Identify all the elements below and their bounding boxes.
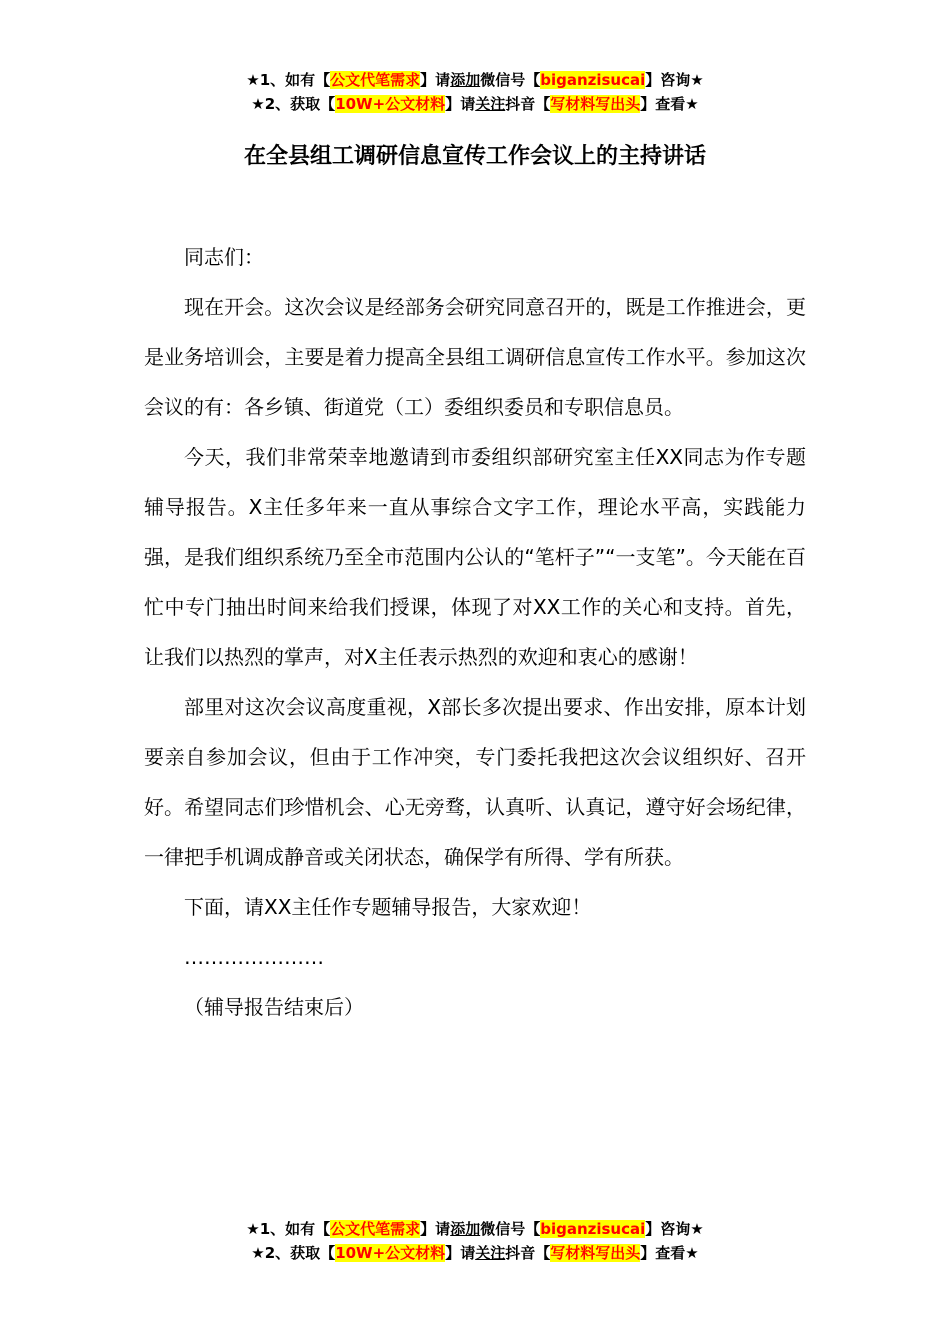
footer-banner	[0, 1217, 950, 1265]
footer-line-1-highlight-service: 公文代笔需求	[330, 1220, 421, 1238]
banner-line-2	[0, 92, 950, 116]
footer-line-1-prefix: ★1、如有【	[246, 1220, 331, 1238]
paragraph-speaker-intro: 今天，我们非常荣幸地邀请到市委组织部研究室主任XX同志为作专题辅导报告。X主任多年来一直从事综合文字工作，理论水平高，实践能力强，是我们组织系统乃至全市范围内公认的“笔杆子”“一支笔”。今天能在百忙中专门抽出时间来给我们授课，体现了对XX工作的关心和支持。首先，让我们以热烈的掌声，对X主任表示热烈的欢迎和衷心的感谢！	[144, 445, 806, 669]
header-banner	[0, 68, 950, 116]
banner-line-1-mid1: 】请	[420, 71, 451, 89]
footer-line-1	[0, 1217, 950, 1241]
footer-line-2-prefix: ★2、获取【	[251, 1244, 336, 1262]
banner-line-2-mid1: 】请	[445, 95, 476, 113]
paragraph-requirements: 部里对这次会议高度重视，X部长多次提出要求、作出安排，原本计划要亲自参加会议，但由于工作冲突，专门委托我把这次会议组织好、召开好。希望同志们珍惜机会、心无旁骛，认真听、认真记，遵守好会场纪律，一律把手机调成静音或关闭状态，确保学有所得、学有所获。	[144, 695, 806, 869]
footer-line-1-mid2: 微信号【	[480, 1220, 541, 1238]
paragraph-salutation: 同志们：	[184, 245, 264, 269]
footer-line-2-underline: 关注	[475, 1244, 506, 1262]
footer-line-2-mid1: 】请	[445, 1244, 476, 1262]
footer-line-1-suffix: 】咨询★	[645, 1220, 704, 1238]
banner-line-2-suffix: 】查看★	[640, 95, 699, 113]
banner-line-1-highlight-service: 公文代笔需求	[330, 71, 421, 89]
footer-line-2	[0, 1241, 950, 1265]
paragraph-opening: 现在开会。这次会议是经部务会研究同意召开的，既是工作推进会，更是业务培训会，主要是着力提高全县组工调研信息宣传工作水平。参加这次会议的有：各乡镇、街道党（工）委组织委员和专职信息员。	[144, 295, 806, 419]
paragraph-ellipsis: …………………	[184, 945, 324, 969]
footer-line-1-highlight-wechat-id: biganzisucai	[540, 1220, 646, 1238]
footer-line-2-highlight-douyin: 写材料写出头	[550, 1244, 641, 1262]
footer-line-2-suffix: 】查看★	[640, 1244, 699, 1262]
footer-line-1-mid1: 】请	[420, 1220, 451, 1238]
paragraph-welcome: 下面，请XX主任作专题辅导报告，大家欢迎！	[184, 895, 592, 919]
banner-line-1-mid2: 微信号【	[480, 71, 541, 89]
banner-line-2-underline: 关注	[475, 95, 506, 113]
document-title: 在全县组工调研信息宣传工作会议上的主持讲话	[243, 144, 706, 169]
banner-line-1-prefix: ★1、如有【	[246, 71, 331, 89]
banner-line-2-prefix: ★2、获取【	[251, 95, 336, 113]
banner-line-2-highlight-materials: 10W+公文材料	[335, 95, 446, 113]
banner-line-1	[0, 68, 950, 92]
document-body	[144, 232, 806, 1032]
footer-line-1-underline: 添加	[450, 1220, 481, 1238]
footer-line-2-mid2: 抖音【	[505, 1244, 551, 1262]
banner-line-1-suffix: 】咨询★	[645, 71, 704, 89]
banner-line-1-highlight-wechat-id: biganzisucai	[540, 71, 646, 89]
banner-line-2-highlight-douyin: 写材料写出头	[550, 95, 641, 113]
banner-line-1-underline: 添加	[450, 71, 481, 89]
paragraph-after-report: （辅导报告结束后）	[184, 995, 364, 1019]
footer-line-2-highlight-materials: 10W+公文材料	[335, 1244, 446, 1262]
banner-line-2-mid2: 抖音【	[505, 95, 551, 113]
